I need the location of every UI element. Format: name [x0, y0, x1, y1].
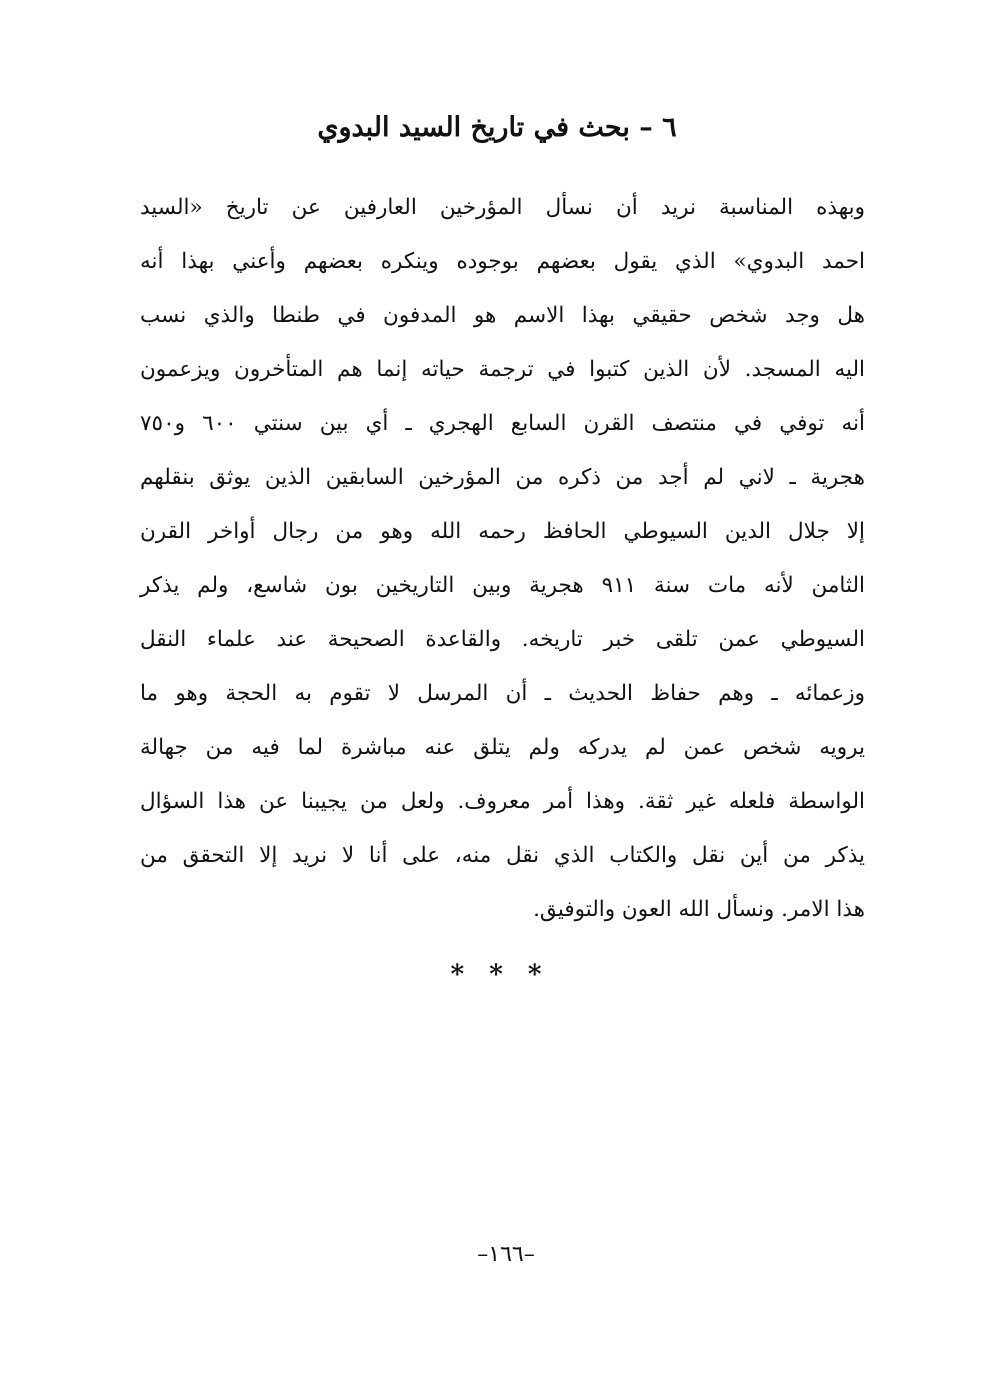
paragraph-line: يرويه شخص عمن لم يدركه ولم يتلق عنه مباشرة لما فيه من جهالة	[140, 735, 865, 760]
paragraph-line: هجرية ـ لاني لم أجد من ذكره من المؤرخين السابقين الذين يوثق بنقلهم	[140, 465, 865, 490]
paragraph-line: الواسطة فلعله غير ثقة. وهذا أمر معروف. ولعل من يجيبنا عن هذا السؤال	[140, 789, 865, 814]
paragraph-line: أنه توفي في منتصف القرن السابع الهجري ـ أي بين سنتي ٦٠٠ و٧٥٠	[140, 411, 865, 436]
paragraph-line: يذكر من أين نقل والكتاب الذي نقل منه، على أنا لا نريد إلا التحقق من	[140, 843, 865, 868]
paragraph-line: الثامن لأنه مات سنة ٩١١ هجرية وبين التاريخين بون شاسع، ولم يذكر	[140, 573, 865, 598]
paragraph-line: وبهذه المناسبة نريد أن نسأل المؤرخين العارفين عن تاريخ «السيد	[140, 195, 865, 220]
paragraph-line: إلا جلال الدين السيوطي الحافظ رحمه الله وهو من رجال أواخر القرن	[140, 519, 865, 544]
paragraph-line: السيوطي عمن تلقى خبر تاريخه. والقاعدة الصحيحة عند علماء النقل	[140, 627, 865, 652]
page-number: –١٦٦–	[477, 1242, 535, 1267]
paragraph-line: وزعمائه ـ وهم حفاظ الحديث ـ أن المرسل لا تقوم به الحجة وهو ما	[140, 681, 865, 706]
section-separator: * * *	[450, 960, 550, 990]
paragraph-line: هل وجد شخص حقيقي بهذا الاسم هو المدفون في طنطا والذي نسب	[140, 303, 865, 328]
section-heading: ٦ – بحث في تاريخ السيد البدوي	[317, 112, 677, 143]
paragraph-line: احمد البدوي» الذي يقول بعضهم بوجوده وينكره بعضهم وأعني بهذا أنه	[140, 249, 865, 274]
paragraph-line: هذا الامر. ونسأل الله العون والتوفيق.	[533, 897, 865, 922]
paragraph-line: اليه المسجد. لأن الذين كتبوا في ترجمة حياته إنما هم المتأخرون ويزعمون	[140, 357, 865, 382]
body-paragraph	[140, 181, 865, 937]
